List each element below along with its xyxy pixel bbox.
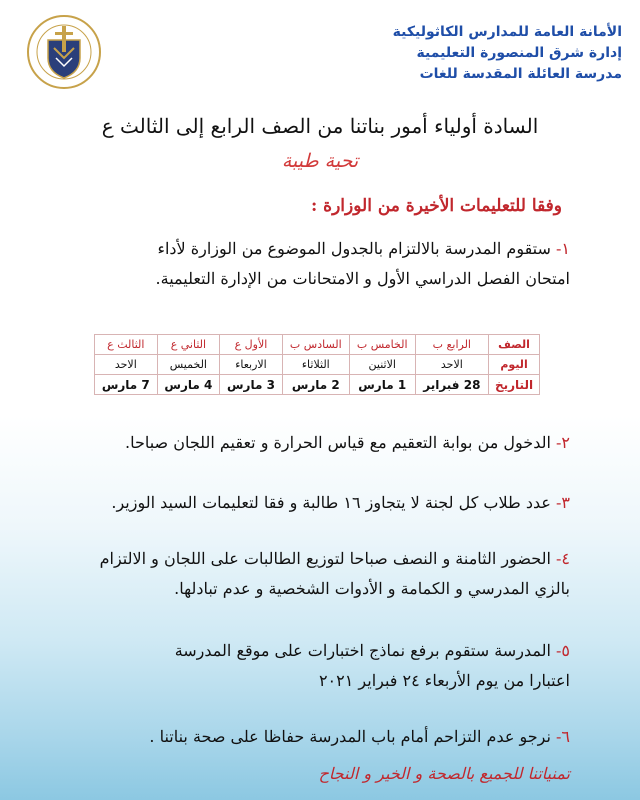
list-item bbox=[70, 544, 570, 604]
table-cell: الأول ع bbox=[220, 335, 283, 355]
item-number: ٣- bbox=[556, 493, 570, 512]
item-number: ٤- bbox=[556, 549, 570, 568]
item-text: ستقوم المدرسة بالالتزام بالجدول الموضوع من الوزارة لأداء bbox=[157, 239, 551, 258]
table-row bbox=[95, 335, 540, 355]
table-cell: الاحد bbox=[95, 355, 158, 375]
item-text-continued: اعتبارا من يوم الأربعاء ٢٤ فبراير ٢٠٢١ bbox=[318, 671, 570, 690]
school-logo-icon bbox=[26, 14, 102, 90]
table-row bbox=[95, 375, 540, 395]
greeting-line: السادة أولياء أمور بناتنا من الصف الرابع إلى الثالث ع bbox=[101, 114, 539, 138]
table-cell: الخامس ب bbox=[349, 335, 415, 355]
item-text: المدرسة ستقوم برفع نماذج اختبارات على موقع المدرسة bbox=[174, 641, 551, 660]
intro-line: وفقا للتعليمات الأخيرة من الوزارة : bbox=[310, 196, 562, 216]
row-header: اليوم bbox=[489, 355, 540, 375]
table-cell: الرابع ب bbox=[415, 335, 488, 355]
list-item bbox=[70, 428, 570, 458]
table-row bbox=[95, 355, 540, 375]
table-cell: الخميس bbox=[157, 355, 220, 375]
list-item bbox=[70, 234, 570, 294]
table-cell: الثلاثاء bbox=[282, 355, 349, 375]
item-number: ٥- bbox=[556, 641, 570, 660]
table-cell: 4 مارس bbox=[157, 375, 220, 395]
closing-wishes: تمنياتنا للجميع بالصحة و الخير و النجاح bbox=[318, 764, 570, 783]
org-line-1: الأمانة العامة للمدارس الكاثوليكية bbox=[392, 24, 622, 40]
item-text-continued: بالزي المدرسي و الكمامة و الأدوات الشخصية و عدم تبادلها. bbox=[174, 579, 570, 598]
item-text: الحضور الثامنة و النصف صباحا لتوزيع الطالبات على اللجان و الالتزام bbox=[99, 549, 551, 568]
row-header: التاريخ bbox=[489, 375, 540, 395]
item-text: الدخول من بوابة التعقيم مع قياس الحرارة و تعقيم اللجان صباحا. bbox=[124, 433, 551, 452]
list-item bbox=[70, 636, 570, 696]
item-number: ٢- bbox=[556, 433, 570, 452]
table-cell: الاربعاء bbox=[220, 355, 283, 375]
table-cell: الاثنين bbox=[349, 355, 415, 375]
table-cell: 2 مارس bbox=[282, 375, 349, 395]
org-line-2: إدارة شرق المنصورة التعليمية bbox=[416, 45, 622, 61]
table-cell: 3 مارس bbox=[220, 375, 283, 395]
organization-header bbox=[393, 22, 622, 85]
row-header: الصف bbox=[489, 335, 540, 355]
table-cell: الاحد bbox=[415, 355, 488, 375]
table-cell: الثاني ع bbox=[157, 335, 220, 355]
item-number: ١- bbox=[556, 239, 570, 258]
salutation: تحية طيبة bbox=[281, 150, 359, 172]
item-text: نرجو عدم التزاحم أمام باب المدرسة حفاظا على صحة بناتنا . bbox=[149, 727, 551, 746]
table-cell: 1 مارس bbox=[349, 375, 415, 395]
list-item bbox=[70, 488, 570, 518]
table-cell: 28 فبراير bbox=[415, 375, 488, 395]
table-cell: السادس ب bbox=[282, 335, 349, 355]
item-text-continued: امتحان الفصل الدراسي الأول و الامتحانات من الإدارة التعليمية. bbox=[155, 269, 570, 288]
org-line-3: مدرسة العائلة المقدسة للغات bbox=[419, 66, 622, 82]
item-text: عدد طلاب كل لجنة لا يتجاوز ١٦ طالبة و فقا لتعليمات السيد الوزير. bbox=[111, 493, 551, 512]
item-number: ٦- bbox=[556, 727, 570, 746]
list-item bbox=[70, 722, 570, 752]
exam-schedule-table bbox=[94, 334, 540, 395]
table-cell: الثالث ع bbox=[95, 335, 158, 355]
table-cell: 7 مارس bbox=[95, 375, 158, 395]
